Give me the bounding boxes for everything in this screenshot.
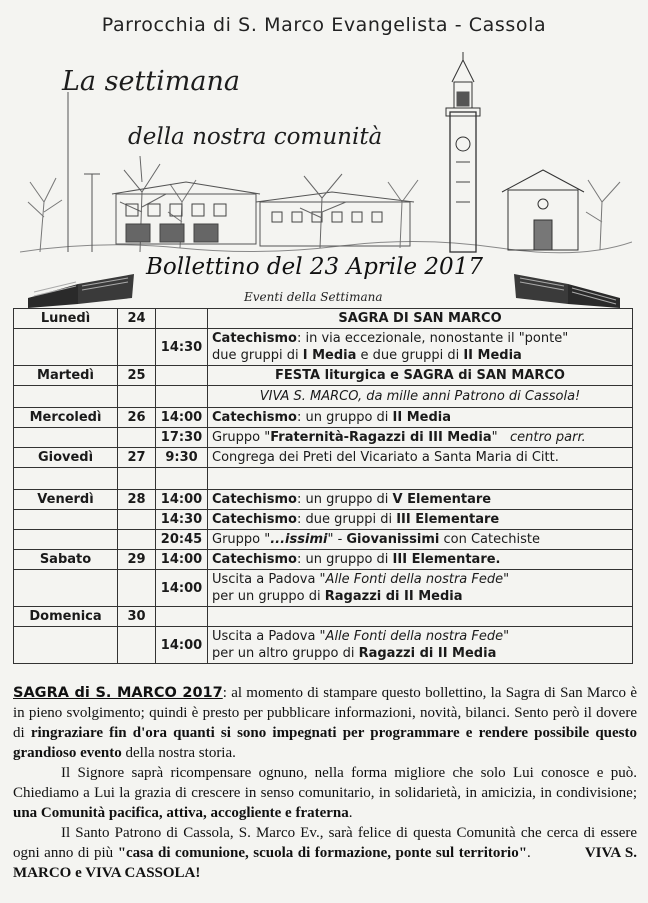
article-paragraph: Il Signore saprà ricompensare ognuno, nella forma migliore che solo Lui conosce e può. Chiediamo a Lui la grazia di crescere in senso comunitario, in solidarietà, in amicizia, in condivisione; una Comunità pacifica, attiva, accogliente e fraterna. bbox=[13, 765, 637, 821]
table-row bbox=[14, 329, 633, 366]
table-row bbox=[14, 428, 633, 448]
table-row bbox=[14, 530, 633, 550]
article-paragraph: SAGRA di S. MARCO 2017: al momento di stampare questo bollettino, la Sagra di San Marco è in pieno svolgimento; quindi è presto per pubblicare informazioni, novità, bilanci. Sento però il dovere di ringraziare fin d'ora quanti si sono impegnati per programmare e rendere possibile questo grandioso evento della nostra storia. bbox=[13, 685, 637, 761]
table-row bbox=[14, 309, 633, 329]
article-paragraph: Il Santo Patrono di Cassola, S. Marco Ev., sarà felice di questa Comunità che cerca di essere ogni anno di più "casa di comunione, scuola di formazione, ponte sul territorio". VIVA S. MARCO e VIVA CASSOLA! bbox=[13, 825, 638, 881]
table-row bbox=[14, 607, 633, 627]
event-cell: Catechismo: un gruppo di V Elementare bbox=[208, 490, 633, 510]
time-cell: 9:30 bbox=[156, 448, 208, 468]
day-cell: Giovedì bbox=[14, 448, 118, 468]
event-cell: Catechismo: un gruppo di II Media bbox=[208, 408, 633, 428]
table-row bbox=[14, 490, 633, 510]
date-cell: 26 bbox=[118, 408, 156, 428]
open-book-left-icon bbox=[22, 258, 140, 310]
event-cell: Catechismo: in via eccezionale, nonostante il "ponte" due gruppi di I Media e due gruppi di II Media bbox=[208, 329, 633, 366]
time-cell: 14:00 bbox=[156, 550, 208, 570]
time-cell: 14:00 bbox=[156, 490, 208, 510]
day-cell: Venerdì bbox=[14, 490, 118, 510]
event-cell: Uscita a Padova "Alle Fonti della nostra Fede" per un altro gruppo di Ragazzi di II Media bbox=[208, 627, 633, 664]
parish-name: Parrocchia di S. Marco Evangelista - Cassola bbox=[101, 14, 547, 36]
day-cell: Sabato bbox=[14, 550, 118, 570]
day-cell: Mercoledì bbox=[14, 408, 118, 428]
events-table bbox=[13, 308, 633, 664]
table-row bbox=[14, 550, 633, 570]
date-cell: 29 bbox=[118, 550, 156, 570]
time-cell: 17:30 bbox=[156, 428, 208, 448]
day-cell: Domenica bbox=[14, 607, 118, 627]
event-cell: VIVA S. MARCO, da mille anni Patrono di Cassola! bbox=[208, 386, 633, 408]
time-cell: 14:00 bbox=[156, 408, 208, 428]
table-row bbox=[14, 366, 633, 386]
table-row bbox=[14, 570, 633, 607]
title-line-1: La settimana bbox=[62, 66, 240, 97]
time-cell: 20:45 bbox=[156, 530, 208, 550]
title-line-2: della nostra comunità bbox=[128, 124, 383, 150]
time-cell: 14:00 bbox=[156, 570, 208, 607]
table-row bbox=[14, 627, 633, 664]
date-cell: 28 bbox=[118, 490, 156, 510]
table-row bbox=[14, 468, 633, 490]
day-cell: Martedì bbox=[14, 366, 118, 386]
date-cell: 30 bbox=[118, 607, 156, 627]
events-subtitle: Eventi della Settimana bbox=[244, 290, 383, 304]
article-body bbox=[13, 683, 637, 883]
table-row bbox=[14, 408, 633, 428]
date-cell: 24 bbox=[118, 309, 156, 329]
event-cell: Catechismo: due gruppi di III Elementare bbox=[208, 510, 633, 530]
time-cell: 14:00 bbox=[156, 627, 208, 664]
event-cell: FESTA liturgica e SAGRA di SAN MARCO bbox=[208, 366, 633, 386]
event-cell: SAGRA DI SAN MARCO bbox=[208, 309, 633, 329]
table-row bbox=[14, 510, 633, 530]
date-cell: 25 bbox=[118, 366, 156, 386]
bulletin-date: Bollettino del 23 Aprile 2017 bbox=[140, 254, 489, 280]
table-row bbox=[14, 448, 633, 468]
table-row bbox=[14, 386, 633, 408]
day-cell: Lunedì bbox=[14, 309, 118, 329]
event-cell: Gruppo "Fraternità-Ragazzi di III Media" centro parr. bbox=[208, 428, 633, 448]
article-heading: SAGRA di S. MARCO 2017 bbox=[13, 685, 223, 701]
event-cell: Congrega dei Preti del Vicariato a Santa Maria di Citt. bbox=[208, 448, 633, 468]
time-cell: 14:30 bbox=[156, 510, 208, 530]
date-cell: 27 bbox=[118, 448, 156, 468]
open-book-right-icon bbox=[508, 258, 626, 310]
closing-cheer: VIVA S. MARCO e VIVA CASSOLA! bbox=[13, 845, 638, 881]
event-cell: Uscita a Padova "Alle Fonti della nostra Fede" per un gruppo di Ragazzi di II Media bbox=[208, 570, 633, 607]
event-cell: Gruppo "...issimi" - Giovanissimi con Catechiste bbox=[208, 530, 633, 550]
time-cell: 14:30 bbox=[156, 329, 208, 366]
event-cell: Catechismo: un gruppo di III Elementare. bbox=[208, 550, 633, 570]
